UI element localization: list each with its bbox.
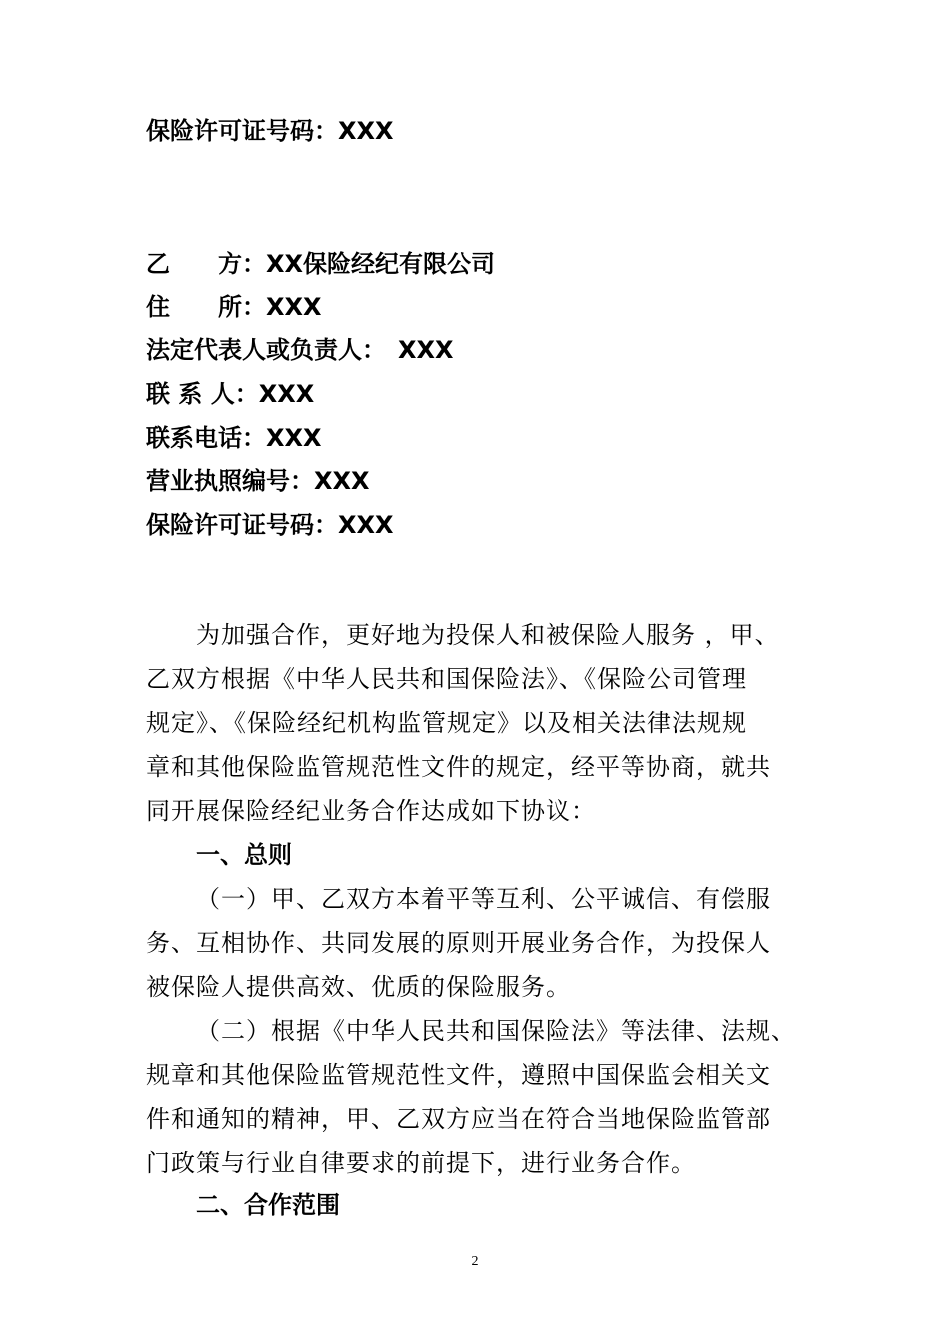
section-heading-general: 一、总则 <box>196 841 292 869</box>
section-heading-scope: 二、合作范围 <box>196 1191 340 1219</box>
clause-line: 件和通知的精神，甲、乙双方应当在符合当地保险监管部 <box>146 1105 771 1133</box>
party-b-contact-person: 联 系 人：XXX <box>146 380 315 408</box>
preamble-line: 规定》、《保险经纪机构监管规定》以及相关法律法规规 <box>146 709 747 737</box>
clause-line: 门政策与行业自律要求的前提下，进行业务合作。 <box>146 1149 696 1177</box>
clause-line: 务、互相协作、共同发展的原则开展业务合作，为投保人 <box>146 929 771 957</box>
preamble-line: 同开展保险经纪业务合作达成如下协议： <box>146 797 596 825</box>
clause-line: 被保险人提供高效、优质的保险服务。 <box>146 973 571 1001</box>
party-b-address: 住 所：XXX <box>146 293 322 321</box>
party-b-phone: 联系电话：XXX <box>146 424 322 452</box>
clause-line: 规章和其他保险监管规范性文件，遵照中国保监会相关文 <box>146 1061 771 1089</box>
party-b-legal-representative: 法定代表人或负责人： XXX <box>146 336 454 364</box>
preamble-line: 为加强合作，更好地为投保人和被保险人服务 ，甲、 <box>196 621 780 649</box>
preamble-line: 章和其他保险监管规范性文件的规定，经平等协商，就共 <box>146 753 771 781</box>
party-a-license-number: 保险许可证号码：XXX <box>146 117 394 145</box>
page-number: 2 <box>471 1254 479 1269</box>
clause-line: （二）根据《中华人民共和国保险法》等法律、法规、 <box>196 1017 796 1045</box>
party-b-business-license: 营业执照编号：XXX <box>146 467 370 495</box>
party-b-name: 乙 方：XX保险经纪有限公司 <box>146 250 496 278</box>
party-b-license-number: 保险许可证号码：XXX <box>146 511 394 539</box>
preamble-line: 乙双方根据《中华人民共和国保险法》、《保险公司管理 <box>146 665 747 693</box>
clause-line: （一）甲、乙双方本着平等互利、公平诚信、有偿服 <box>196 885 771 913</box>
